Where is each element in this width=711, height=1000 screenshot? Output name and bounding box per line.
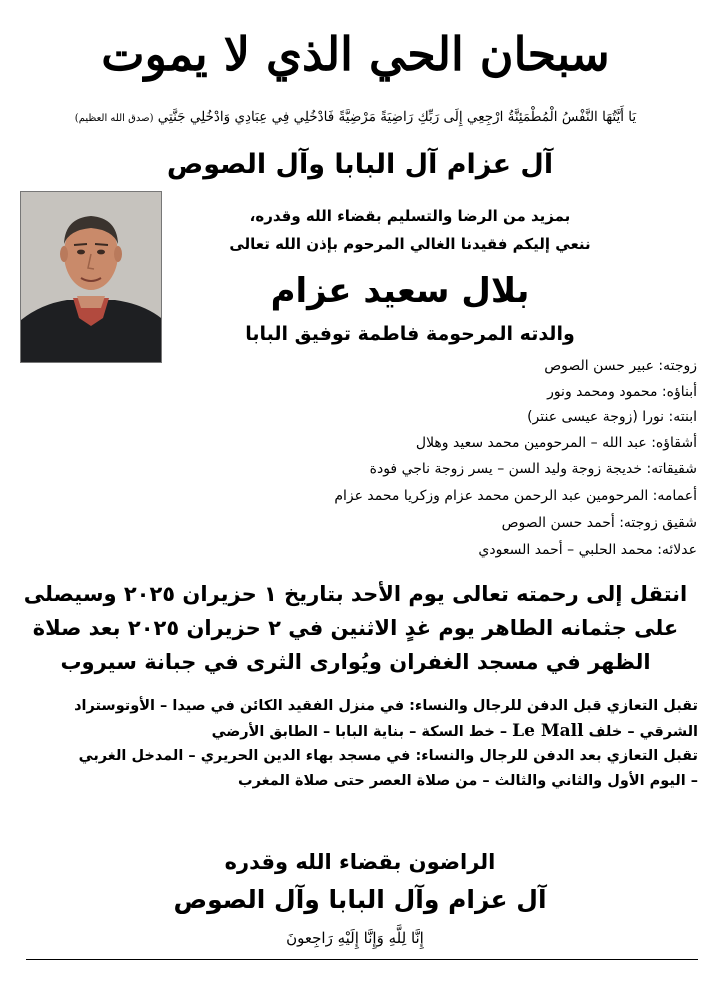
relative-row: [197, 431, 697, 456]
le-mall-label: Le Mall: [512, 721, 584, 741]
announcement-line-3: الظهر في مسجد الغفران ويُوارى الثرى في جبانة سيروب: [60, 650, 651, 674]
closing-families: آل عزام وآل البابا وآل الصوص: [173, 885, 547, 914]
relative-row: [197, 484, 697, 509]
relative-value: نورا (زوجة عيسى عنتر): [527, 409, 665, 425]
relative-label: شقيقاته:: [646, 461, 697, 477]
relative-row: [197, 457, 697, 482]
relative-label: أشقاؤه:: [651, 435, 697, 451]
relative-value: عبد الله – المرحومين محمد سعيد وهلال: [415, 435, 647, 451]
relative-value: محمد الحلبي – أحمد السعودي: [478, 542, 653, 558]
families-heading: آل عزام آل البابا وآل الصوص: [166, 149, 554, 180]
announcement-line-1: انتقل إلى رحمته تعالى يوم الأحد بتاريخ ١ حزيران ٢٠٢٥ وسيصلى: [23, 582, 688, 606]
relative-value: محمود ومحمد ونور: [547, 384, 658, 400]
condolences-address-b: – خط السكة – بناية البابا – الطابق الأرضي: [211, 724, 508, 740]
relative-label: زوجته:: [658, 358, 697, 374]
relative-row: [197, 511, 697, 536]
quran-verse: [20, 104, 691, 130]
relative-label: عدلائه:: [657, 542, 697, 558]
verse-citation: (صدق الله العظيم): [74, 113, 154, 124]
portrait-illustration: [21, 192, 161, 362]
closing-verse: إِنَّا لِلَّهِ وَإِنَّا إِلَيْهِ رَاجِعونَ: [286, 929, 424, 947]
relative-value: المرحومين عبد الرحمن محمد عزام وزكريا محمد عزام: [334, 488, 649, 504]
mother-line: والدته المرحومة فاطمة توفيق البابا: [245, 323, 575, 345]
condolences-line-1: تقبل التعازي قبل الدفن للرجال والنساء: في منزل الفقيد الكائن في صيدا – الأوتوستراد: [74, 698, 698, 714]
relative-label: ابنته:: [668, 409, 697, 425]
deceased-name: بلال سعيد عزام: [270, 271, 530, 311]
deceased-photo: [20, 191, 162, 363]
relative-label: أعمامه:: [652, 488, 697, 504]
condolences-line-2: [10, 719, 698, 743]
intro-line-2: ننعي إليكم فقيدنا الغالي المرحوم بإذن الله تعالى: [229, 235, 591, 253]
relative-row: [197, 405, 697, 430]
condolences-line-4: – اليوم الأول والثاني والثالث – من صلاة العصر حتى صلاة المغرب: [238, 773, 698, 789]
relative-value: خديجة زوجة وليد السن – يسر زوجة ناجي فودة: [369, 461, 643, 477]
intro-line-1: بمزيد من الرضا والتسليم بقضاء الله وقدره،: [249, 207, 571, 225]
relative-value: عبير حسن الصوص: [544, 358, 654, 374]
verse-text: يَا أَيَّتُهَا النَّفْسُ الْمُطْمَئِنَّةُ ارْجِعِي إِلَى رَبِّكِ رَاضِيَةً مَرْضِيَّةً فَادْخُلِي فِي عِبَادِي وَادْخُلِي جَنَّتِي: [157, 109, 637, 125]
closing-line: الراضون بقضاء الله وقدره: [224, 850, 496, 874]
condolences-line-3: تقبل التعازي بعد الدفن للرجال والنساء: في مسجد بهاء الدين الحريري – المدخل الغربي: [78, 748, 698, 764]
relative-label: شقيق زوجته:: [619, 515, 697, 531]
calligraphy-header: سبحان الحي الذي لا يموت: [101, 27, 610, 81]
relative-value: أحمد حسن الصوص: [501, 515, 615, 531]
relative-row: [197, 380, 697, 405]
announcement-line-2: على جثمانه الطاهر يوم غدٍ الاثنين في ٢ حزيران ٢٠٢٥ بعد صلاة: [32, 616, 679, 640]
condolences-address-a: الشرقي – خلف: [588, 724, 698, 740]
bottom-divider: [26, 959, 698, 960]
relative-row: [197, 354, 697, 379]
relative-label: أبناؤه:: [661, 384, 697, 400]
relative-row: [197, 538, 697, 563]
